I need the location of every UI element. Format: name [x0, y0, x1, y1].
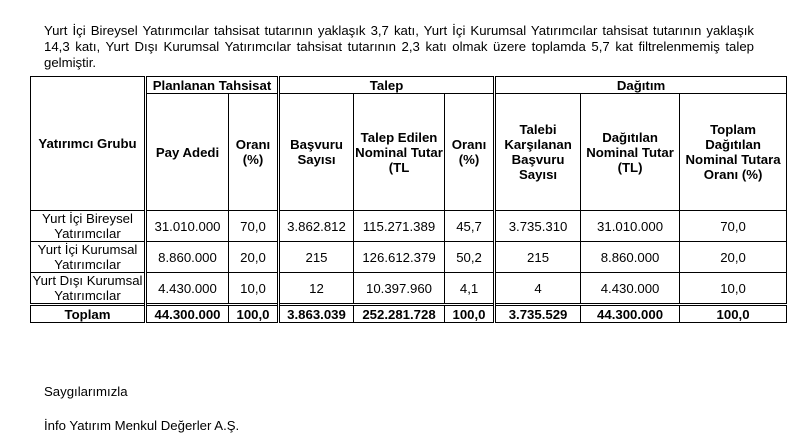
allocation-table: [30, 76, 787, 323]
total-planned-ratio: 100,0: [229, 305, 279, 323]
table-row: [31, 273, 787, 305]
cell-distribution-ratio: 20,0: [680, 242, 787, 273]
cell-application-count: 215: [279, 242, 354, 273]
cell-application-count: 3.862.812: [279, 211, 354, 242]
cell-group: Yurt İçi Bireysel Yatırımcılar: [31, 211, 146, 242]
cell-share-count: 4.430.000: [146, 273, 229, 305]
cell-demand-ratio: 50,2: [445, 242, 495, 273]
total-row: [31, 305, 787, 323]
header-distribution-ratio: Toplam Dağıtılan Nominal Tutara Oranı (%): [680, 94, 787, 211]
table-row: [31, 211, 787, 242]
intro-paragraph: Yurt İçi Bireysel Yatırımcılar tahsisat tutarının yaklaşık 3,7 katı, Yurt İçi Kurumsal Yatırımcılar tahsisat tutarının yaklaşık 14,3 katı, Yurt Dışı Kurumsal Yatırımcılar tahsisat tutarının 2,3 katı olmak üzere toplamda 5,7 kat filtrelenmemiş talep gelmiştir.: [44, 23, 754, 71]
closing-company: İnfo Yatırım Menkul Değerler A.Ş.: [44, 418, 240, 433]
cell-fulfilled-applications: 4: [495, 273, 581, 305]
cell-fulfilled-applications: 215: [495, 242, 581, 273]
cell-distribution-ratio: 70,0: [680, 211, 787, 242]
header-demand-ratio: Oranı (%): [445, 94, 495, 211]
total-distributed-nominal: 44.300.000: [581, 305, 680, 323]
closing-regards: Saygılarımızla: [44, 384, 128, 399]
cell-group: Yurt Dışı Kurumsal Yatırımcılar: [31, 273, 146, 305]
cell-group: Yurt İçi Kurumsal Yatırımcılar: [31, 242, 146, 273]
cell-share-count: 8.860.000: [146, 242, 229, 273]
header-fulfilled-applications: Talebi Karşılanan Başvuru Sayısı: [495, 94, 581, 211]
total-fulfilled-applications: 3.735.529: [495, 305, 581, 323]
total-distribution-ratio: 100,0: [680, 305, 787, 323]
cell-planned-ratio: 70,0: [229, 211, 279, 242]
header-application-count: Başvuru Sayısı: [279, 94, 354, 211]
cell-distribution-ratio: 10,0: [680, 273, 787, 305]
total-application-count: 3.863.039: [279, 305, 354, 323]
cell-share-count: 31.010.000: [146, 211, 229, 242]
group-header-row: [31, 77, 787, 94]
cell-application-count: 12: [279, 273, 354, 305]
total-demand-ratio: 100,0: [445, 305, 495, 323]
total-label: Toplam: [31, 305, 146, 323]
header-demanded-nominal: Talep Edilen Nominal Tutar (TL: [354, 94, 445, 211]
cell-demand-ratio: 45,7: [445, 211, 495, 242]
header-distribution: Dağıtım: [495, 77, 787, 94]
cell-distributed-nominal: 4.430.000: [581, 273, 680, 305]
cell-distributed-nominal: 31.010.000: [581, 211, 680, 242]
total-demanded-nominal: 252.281.728: [354, 305, 445, 323]
cell-fulfilled-applications: 3.735.310: [495, 211, 581, 242]
header-planned-ratio: Oranı (%): [229, 94, 279, 211]
cell-distributed-nominal: 8.860.000: [581, 242, 680, 273]
header-planned-allocation: Planlanan Tahsisat: [146, 77, 279, 94]
cell-demanded-nominal: 126.612.379: [354, 242, 445, 273]
cell-demanded-nominal: 115.271.389: [354, 211, 445, 242]
cell-demand-ratio: 4,1: [445, 273, 495, 305]
header-distributed-nominal: Dağıtılan Nominal Tutar (TL): [581, 94, 680, 211]
header-share-count: Pay Adedi: [146, 94, 229, 211]
cell-planned-ratio: 10,0: [229, 273, 279, 305]
header-investor-group: Yatırımcı Grubu: [31, 77, 146, 211]
total-share-count: 44.300.000: [146, 305, 229, 323]
header-demand: Talep: [279, 77, 495, 94]
cell-planned-ratio: 20,0: [229, 242, 279, 273]
cell-demanded-nominal: 10.397.960: [354, 273, 445, 305]
table-row: [31, 242, 787, 273]
